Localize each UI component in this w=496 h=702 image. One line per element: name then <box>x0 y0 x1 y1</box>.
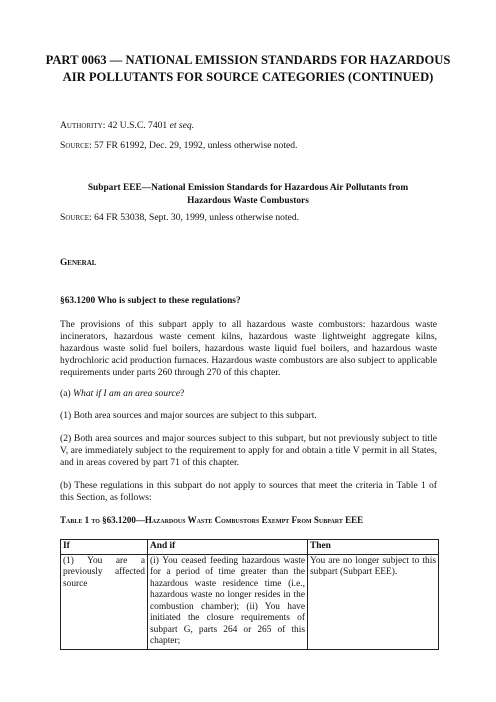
source-line-subpart <box>60 212 299 224</box>
source-text: 57 FR 61992, Dec. 29, 1992, unless otherwise noted. <box>91 140 298 151</box>
header-then: Then <box>308 540 439 555</box>
general-heading: General <box>60 258 97 268</box>
authority-line <box>60 120 194 132</box>
exemption-table <box>60 539 439 650</box>
section-heading: §63.1200 Who is subject to these regulations? <box>60 296 241 306</box>
part-title: PART 0063 — NATIONAL EMISSION STANDARDS FOR HAZARDOUS AIR POLLUTANTS FOR SOURCE CATEGORIES (CONTINUED) <box>45 53 451 84</box>
subpart-title: Subpart EEE—National Emission Standards for Hazardous Air Pollutants from Hazardous Waste Combustors <box>87 183 409 206</box>
cell-then: You are no longer subject to this subpart (Subpart EEE). <box>308 554 439 649</box>
paragraph-a2: (2) Both area sources and major sources subject to this subpart, but not previously subject to title V, are immediately subject to the requirement to apply for and obtain a title V permit in all States, and in areas covered by part 71 of this chapter. <box>60 433 437 468</box>
cell-and-if: (i) You ceased feeding hazardous waste for a period of time greater than the hazardous waste residence time (i.e., hazardous waste no longer resides in the combustion chamber); (ii) You have initiated the closure requirements of subpart G, parts 264 or 265 of this chapter; <box>148 554 308 649</box>
cell-if: (1) You are a previously affected source <box>61 554 148 649</box>
source-text: 64 FR 53038, Sept. 30, 1999, unless otherwise noted. <box>91 212 300 223</box>
source-label: Source: <box>60 140 92 151</box>
paragraph-b: (b) These regulations in this subpart do not apply to sources that meet the criteria in Table 1 of this Section, as follows: <box>60 480 437 503</box>
table-title: Table 1 to §63.1200—Hazardous Waste Combustors Exempt From Subpart EEE <box>60 515 364 525</box>
paragraph-a-italic: What if I am an area source <box>73 388 180 399</box>
paragraph-a <box>60 388 437 400</box>
header-if: If <box>61 540 148 555</box>
paragraph-a-prefix: (a) <box>60 388 74 399</box>
table-header-row <box>61 540 439 555</box>
paragraph-a-suffix: ? <box>179 388 185 399</box>
authority-label: Authority: <box>60 120 106 131</box>
authority-italic: et seq. <box>169 120 195 131</box>
source-line-part <box>60 140 297 152</box>
source-label: Source: <box>60 212 92 223</box>
authority-text: 42 U.S.C. 7401 <box>105 120 170 131</box>
header-and-if: And if <box>148 540 308 555</box>
table-row <box>61 554 439 649</box>
paragraph-a1: (1) Both area sources and major sources are subject to this subpart. <box>60 410 317 421</box>
intro-paragraph: The provisions of this subpart apply to all hazardous waste combustors: hazardous waste incinerators, hazardous waste cement kilns, hazardous waste lightweight aggregate kilns, hazardous waste solid fuel boilers, hazardous waste liquid fuel boilers, and hazardous waste hydrochloric acid production furnaces. Hazardous waste combustors are also subject to applicable requirements under parts 260 through 270 of this chapter. <box>60 319 437 378</box>
